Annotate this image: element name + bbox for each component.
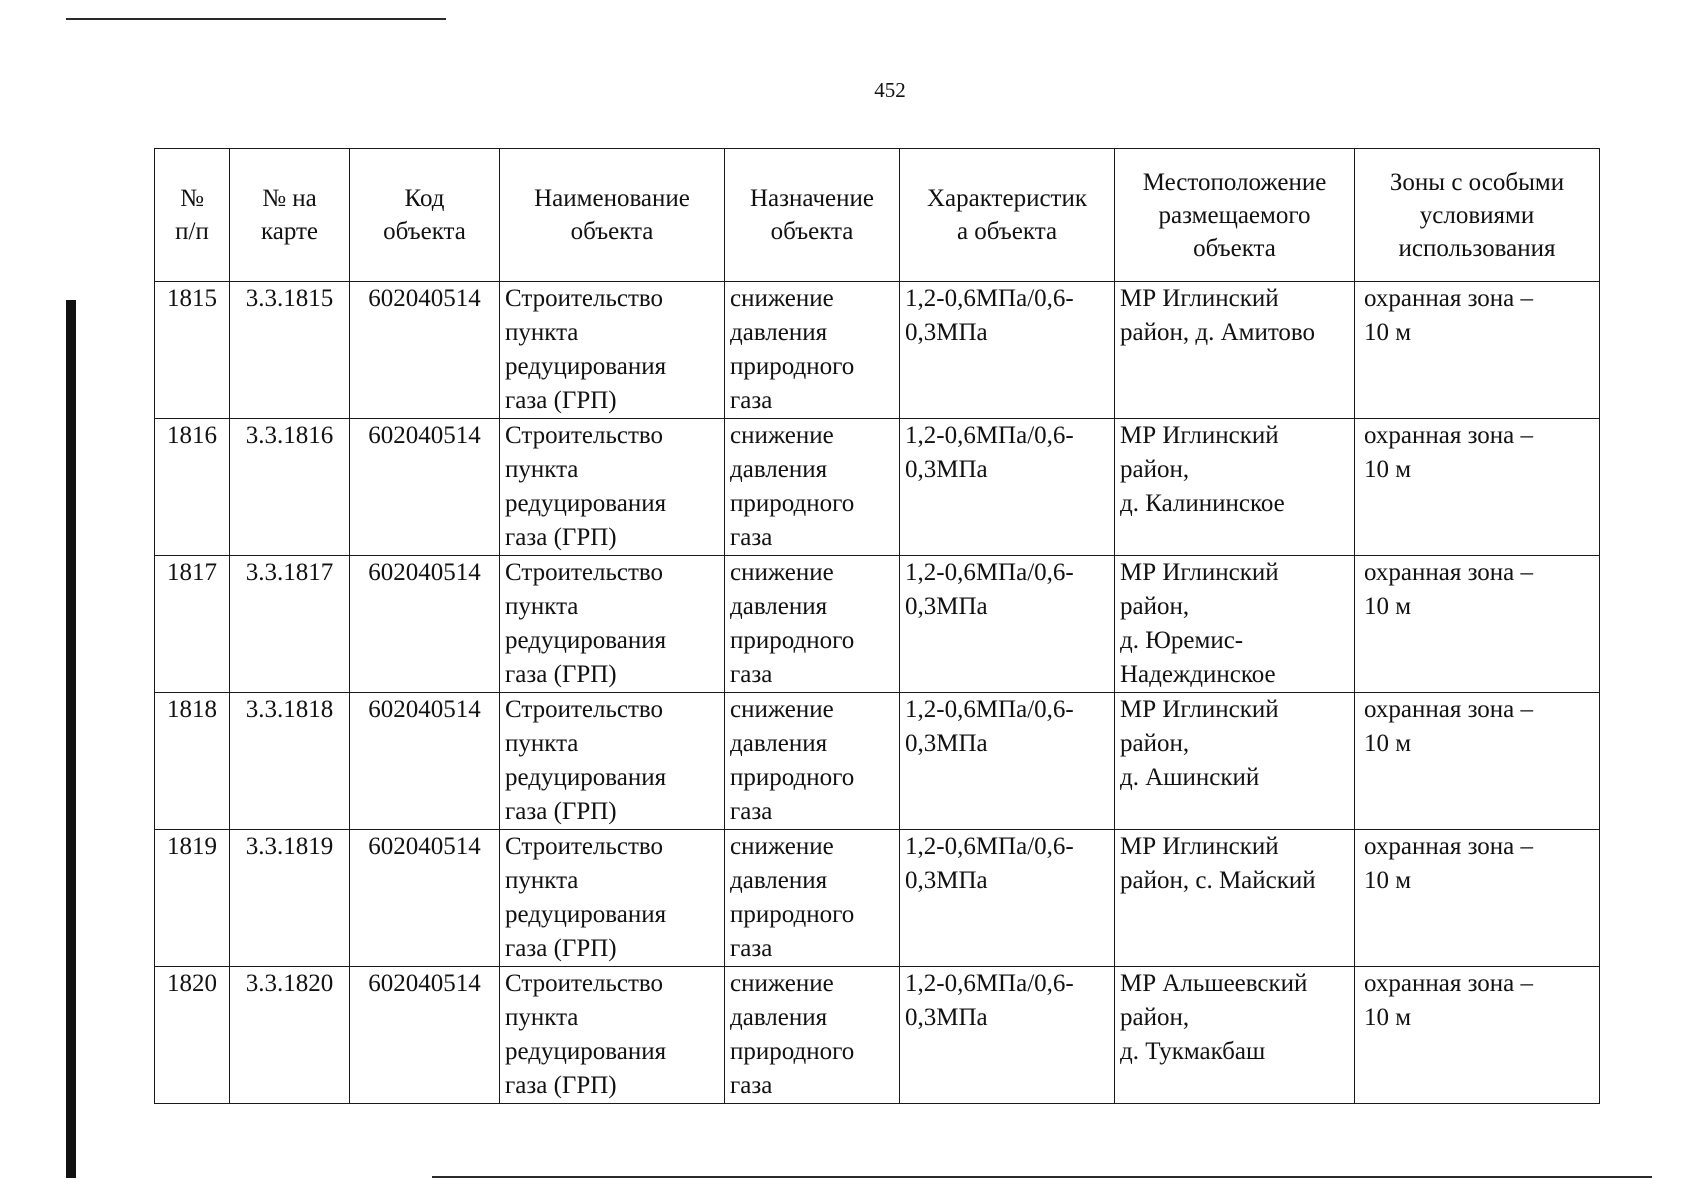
cell-object-name: Строительство пункта редуцирования газа (ГРП) [500, 967, 725, 1104]
header-map-number: № на карте [230, 149, 350, 282]
table-row [155, 830, 1600, 967]
table-row [155, 419, 1600, 556]
cell-object-code: 602040514 [350, 556, 500, 693]
cell-object-location: МР Иглинский район, д. Калининское [1115, 419, 1355, 556]
table-row [155, 967, 1600, 1104]
header-object-code: Код объекта [350, 149, 500, 282]
cell-object-location: МР Иглинский район, д. Юремис- Надеждинское [1115, 556, 1355, 693]
cell-object-location: МР Иглинский район, д. Амитово [1115, 282, 1355, 419]
cell-object-purpose: снижение давления природного газа [725, 693, 900, 830]
cell-object-name: Строительство пункта редуцирования газа (ГРП) [500, 830, 725, 967]
cell-map-number: 3.3.1816 [230, 419, 350, 556]
cell-special-zone: охранная зона – 10 м [1355, 830, 1600, 967]
cell-object-code: 602040514 [350, 693, 500, 830]
cell-object-location: МР Альшеевский район, д. Тукмакбаш [1115, 967, 1355, 1104]
scan-edge-bar-left [66, 300, 76, 1178]
cell-object-characteristic: 1,2-0,6МПа/0,6- 0,3МПа [900, 556, 1115, 693]
cell-row-number: 1816 [155, 419, 230, 556]
table-header [155, 149, 1600, 282]
cell-special-zone: охранная зона – 10 м [1355, 282, 1600, 419]
cell-object-code: 602040514 [350, 282, 500, 419]
cell-map-number: 3.3.1817 [230, 556, 350, 693]
cell-object-purpose: снижение давления природного газа [725, 830, 900, 967]
cell-special-zone: охранная зона – 10 м [1355, 967, 1600, 1104]
table-body [155, 282, 1600, 1104]
objects-table [154, 148, 1600, 1104]
cell-special-zone: охранная зона – 10 м [1355, 693, 1600, 830]
cell-row-number: 1819 [155, 830, 230, 967]
cell-map-number: 3.3.1820 [230, 967, 350, 1104]
cell-object-characteristic: 1,2-0,6МПа/0,6- 0,3МПа [900, 419, 1115, 556]
cell-object-characteristic: 1,2-0,6МПа/0,6- 0,3МПа [900, 693, 1115, 830]
cell-object-name: Строительство пункта редуцирования газа (ГРП) [500, 556, 725, 693]
header-object-purpose: Назначение объекта [725, 149, 900, 282]
header-special-zones: Зоны с особыми условиями использования [1355, 149, 1600, 282]
cell-object-name: Строительство пункта редуцирования газа (ГРП) [500, 419, 725, 556]
cell-object-location: МР Иглинский район, с. Майский [1115, 830, 1355, 967]
cell-object-characteristic: 1,2-0,6МПа/0,6- 0,3МПа [900, 830, 1115, 967]
cell-object-purpose: снижение давления природного газа [725, 419, 900, 556]
table-row [155, 282, 1600, 419]
cell-object-purpose: снижение давления природного газа [725, 556, 900, 693]
cell-object-name: Строительство пункта редуцирования газа (ГРП) [500, 282, 725, 419]
header-object-characteristic: Характеристик а объекта [900, 149, 1115, 282]
cell-object-code: 602040514 [350, 830, 500, 967]
cell-row-number: 1815 [155, 282, 230, 419]
cell-map-number: 3.3.1818 [230, 693, 350, 830]
header-object-name: Наименование объекта [500, 149, 725, 282]
cell-object-characteristic: 1,2-0,6МПа/0,6- 0,3МПа [900, 967, 1115, 1104]
table-row [155, 556, 1600, 693]
cell-row-number: 1820 [155, 967, 230, 1104]
cell-object-purpose: снижение давления природного газа [725, 282, 900, 419]
header-object-location: Местоположение размещаемого объекта [1115, 149, 1355, 282]
cell-special-zone: охранная зона – 10 м [1355, 556, 1600, 693]
cell-map-number: 3.3.1815 [230, 282, 350, 419]
scan-edge-line-top [66, 18, 446, 20]
cell-object-characteristic: 1,2-0,6МПа/0,6- 0,3МПа [900, 282, 1115, 419]
header-row-number: № п/п [155, 149, 230, 282]
cell-object-code: 602040514 [350, 967, 500, 1104]
page-number: 452 [874, 78, 906, 102]
header-row [155, 149, 1600, 282]
table-row [155, 693, 1600, 830]
cell-row-number: 1817 [155, 556, 230, 693]
cell-object-code: 602040514 [350, 419, 500, 556]
cell-special-zone: охранная зона – 10 м [1355, 419, 1600, 556]
cell-row-number: 1818 [155, 693, 230, 830]
cell-object-purpose: снижение давления природного газа [725, 967, 900, 1104]
scan-edge-line-bottom [432, 1176, 1652, 1178]
cell-object-name: Строительство пункта редуцирования газа (ГРП) [500, 693, 725, 830]
cell-object-location: МР Иглинский район, д. Ашинский [1115, 693, 1355, 830]
cell-map-number: 3.3.1819 [230, 830, 350, 967]
